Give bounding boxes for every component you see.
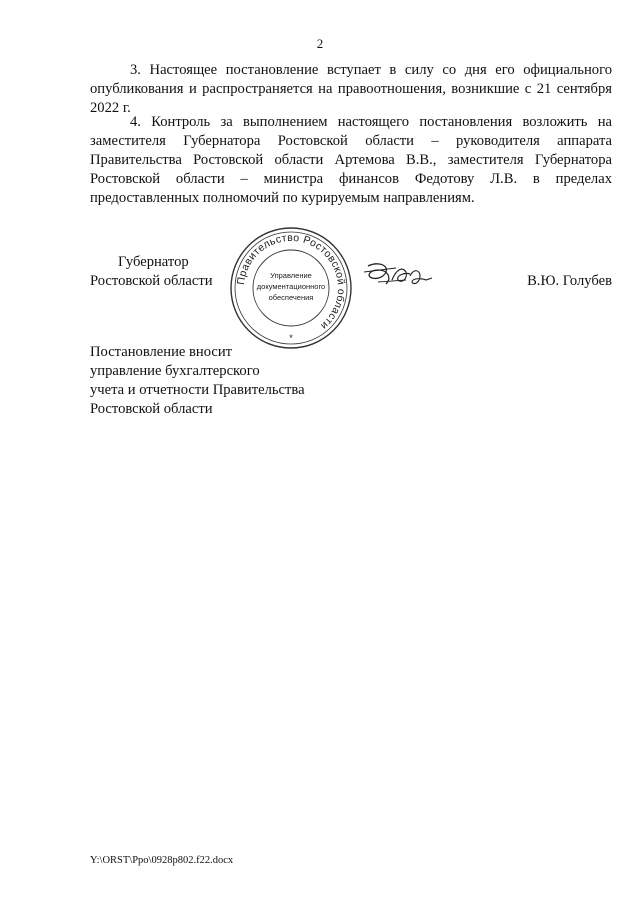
seal-outer-text: Правительство Ростовской области xyxy=(235,231,348,332)
seal-center-line-1: Управление xyxy=(270,271,312,280)
signatory-region: Ростовской области xyxy=(90,273,213,289)
paragraph-4: 4. Контроль за выполнением настоящего постановления возложить на заместителя Губернатора Ростовской области – руководителя аппарата Правительства Ростовской области Артемова В.В., заместителя Губернатора Ростовской области – министра финансов Федотову Л.В. в пределах предоставленных полномочий по курируемым направлениям. xyxy=(90,114,612,206)
submitted-by-note xyxy=(90,343,390,419)
paragraph-3: 3. Настоящее постановление вступает в силу со дня его официального опубликования и распространяется на правоотношения, возникшие с 21 сентября 2022 г. xyxy=(90,62,612,116)
signatory-title: Губернатор xyxy=(118,254,189,270)
page-number: 2 xyxy=(316,36,324,51)
note-line-4: Ростовской области xyxy=(90,401,213,417)
note-line-3: учета и отчетности Правительства xyxy=(90,382,305,398)
seal-center-line-3: обеспечения xyxy=(268,293,314,302)
seal-star: * xyxy=(289,333,293,343)
signatory-name: В.Ю. Голубев xyxy=(527,273,612,289)
footer-file-path: Y:\ORST\Ppo\0928p802.f22.docx xyxy=(90,855,234,866)
note-line-1: Постановление вносит xyxy=(90,344,233,360)
official-seal-stamp xyxy=(229,226,353,350)
note-line-2: управление бухгалтерского xyxy=(90,363,260,379)
seal-center-line-2: документационного xyxy=(256,282,326,291)
handwritten-signature xyxy=(362,258,492,292)
